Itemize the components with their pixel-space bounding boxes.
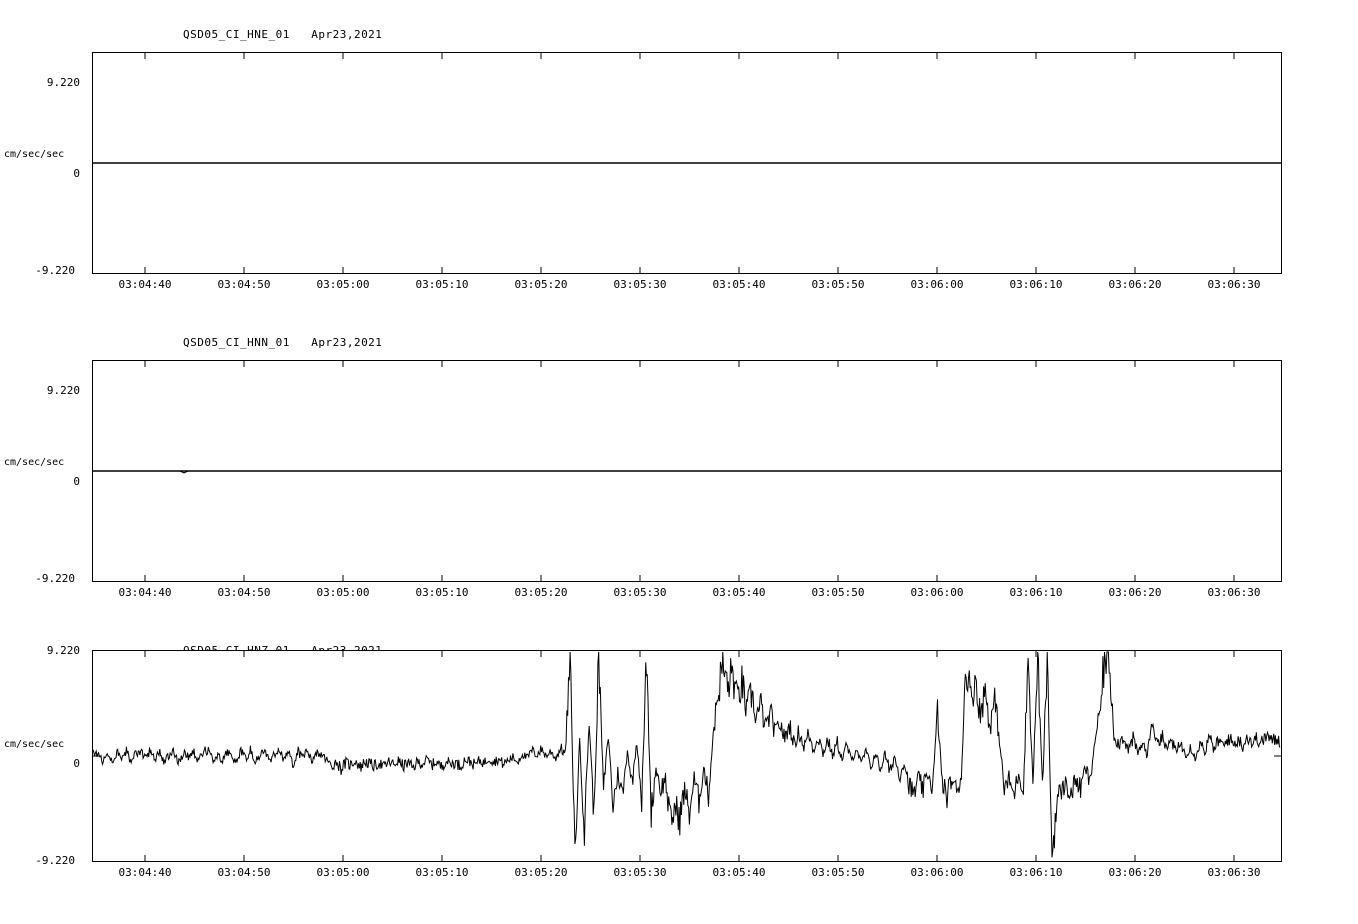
xtick-hne-6: 03:05:40 bbox=[712, 278, 766, 291]
xtick-hne-4: 03:05:20 bbox=[514, 278, 568, 291]
xtick-hnz-11: 03:06:30 bbox=[1207, 866, 1261, 879]
xtick-hnz-6: 03:05:40 bbox=[712, 866, 766, 879]
xtick-hnn-6: 03:05:40 bbox=[712, 586, 766, 599]
xaxis-hnn bbox=[92, 586, 1282, 602]
xaxis-hnz bbox=[92, 866, 1282, 882]
trace-svg-hnz bbox=[92, 650, 1282, 862]
xtick-hne-0: 03:04:40 bbox=[118, 278, 172, 291]
xtick-hnz-9: 03:06:10 bbox=[1009, 866, 1063, 879]
plot-title-hne: QSD05_CI_HNE_01 Apr23,2021 bbox=[183, 28, 383, 41]
xaxis-hne bbox=[92, 278, 1282, 294]
ytick-mid-hnz: 0 bbox=[73, 757, 80, 770]
ytick-bot-hne: -9.220 bbox=[35, 264, 75, 277]
xtick-hne-10: 03:06:20 bbox=[1108, 278, 1162, 291]
xtick-hne-3: 03:05:10 bbox=[415, 278, 469, 291]
xtick-hnn-7: 03:05:50 bbox=[811, 586, 865, 599]
xtick-hnz-3: 03:05:10 bbox=[415, 866, 469, 879]
plot-title-hnn: QSD05_CI_HNN_01 Apr23,2021 bbox=[183, 336, 383, 349]
yaxis-label-hne: cm/sec/sec bbox=[4, 149, 65, 160]
xtick-hnn-8: 03:06:00 bbox=[910, 586, 964, 599]
ytick-bot-hnn: -9.220 bbox=[35, 572, 75, 585]
xtick-hnn-11: 03:06:30 bbox=[1207, 586, 1261, 599]
xtick-hnn-0: 03:04:40 bbox=[118, 586, 172, 599]
ytick-mid-hnn: 0 bbox=[73, 475, 80, 488]
ytick-bot-hnz: -9.220 bbox=[35, 854, 75, 867]
xtick-hnn-2: 03:05:00 bbox=[316, 586, 370, 599]
xtick-hnz-1: 03:04:50 bbox=[217, 866, 271, 879]
trace-svg-hnn bbox=[92, 360, 1282, 582]
panel-hne bbox=[0, 28, 1358, 291]
trace-area-hne bbox=[92, 52, 1282, 274]
xtick-hne-7: 03:05:50 bbox=[811, 278, 865, 291]
ytick-top-hnz: 9.220 bbox=[46, 644, 80, 657]
xtick-hnz-0: 03:04:40 bbox=[118, 866, 172, 879]
xtick-hnz-5: 03:05:30 bbox=[613, 866, 667, 879]
xtick-hnn-1: 03:04:50 bbox=[217, 586, 271, 599]
xtick-hne-9: 03:06:10 bbox=[1009, 278, 1063, 291]
yaxis-label-hnz: cm/sec/sec bbox=[4, 739, 65, 750]
xtick-hne-1: 03:04:50 bbox=[217, 278, 271, 291]
yaxis-label-hnn: cm/sec/sec bbox=[4, 457, 65, 468]
xtick-hnn-4: 03:05:20 bbox=[514, 586, 568, 599]
xtick-hne-5: 03:05:30 bbox=[613, 278, 667, 291]
xtick-hnn-5: 03:05:30 bbox=[613, 586, 667, 599]
xtick-hnn-10: 03:06:20 bbox=[1108, 586, 1162, 599]
xtick-hnz-10: 03:06:20 bbox=[1108, 866, 1162, 879]
trace-area-hnz bbox=[92, 650, 1282, 862]
ytick-top-hnn: 9.220 bbox=[46, 384, 80, 397]
panel-hnz bbox=[0, 644, 1358, 904]
xtick-hne-8: 03:06:00 bbox=[910, 278, 964, 291]
xtick-hnz-4: 03:05:20 bbox=[514, 866, 568, 879]
xtick-hne-11: 03:06:30 bbox=[1207, 278, 1261, 291]
xtick-hne-2: 03:05:00 bbox=[316, 278, 370, 291]
panel-hnn bbox=[0, 336, 1358, 599]
xtick-hnz-2: 03:05:00 bbox=[316, 866, 370, 879]
ytick-top-hne: 9.220 bbox=[46, 76, 80, 89]
xtick-hnn-3: 03:05:10 bbox=[415, 586, 469, 599]
xtick-hnn-9: 03:06:10 bbox=[1009, 586, 1063, 599]
hnz-waveform bbox=[93, 652, 1280, 857]
xtick-hnz-7: 03:05:50 bbox=[811, 866, 865, 879]
trace-svg-hne bbox=[92, 52, 1282, 274]
trace-area-hnn bbox=[92, 360, 1282, 582]
xtick-hnz-8: 03:06:00 bbox=[910, 866, 964, 879]
ytick-mid-hne: 0 bbox=[73, 167, 80, 180]
